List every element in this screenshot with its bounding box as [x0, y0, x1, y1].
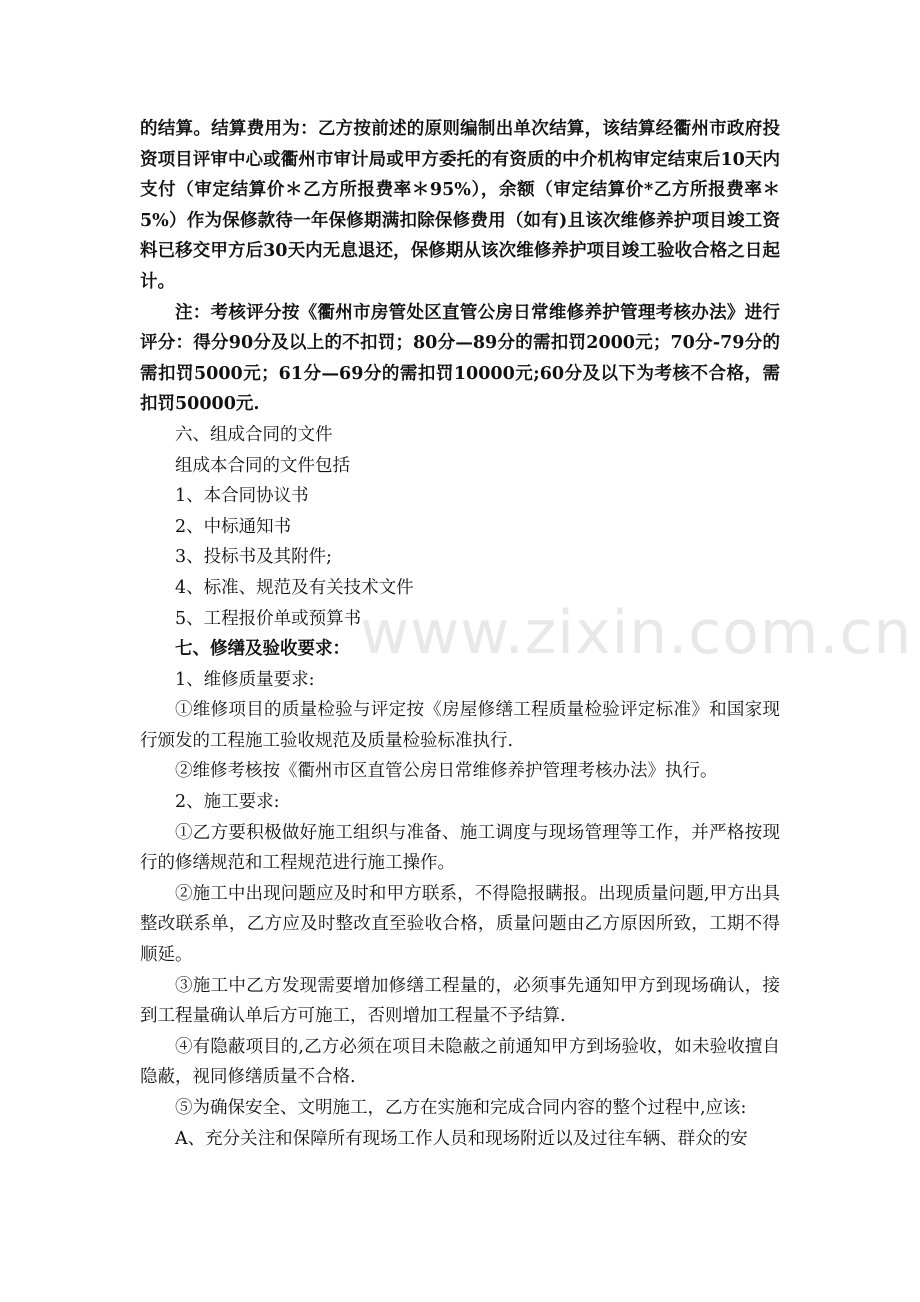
document-paragraph: 3、投标书及其附件; [175, 547, 333, 568]
document-paragraph: 2、中标通知书 [175, 516, 292, 537]
document-paragraph: 注：考核评分按《衢州市房管处区直管公房日常维修养护管理考核办法》进行评分：得分90分及以上的不扣罚；80分—89分的需扣罚2000元；70分-79分的需扣罚5000元；61分—69分的需扣罚10000元;60分及以下为考核不合格，需扣罚50000元. [140, 302, 780, 415]
document-paragraph: ④有隐蔽项目的,乙方必须在项目未隐蔽之前通知甲方到场验收，如未验收擅自隐蔽，视同修缮质量不合格. [140, 1036, 780, 1088]
document-paragraph: 1、本合同协议书 [175, 486, 309, 507]
document-paragraph: 六、组成合同的文件 [175, 424, 333, 445]
document-paragraph: ②施工中出现问题应及时和甲方联系，不得隐报瞒报。出现质量问题,甲方出具整改联系单，乙方应及时整改直至验收合格，质量问题由乙方原因所致，工期不得顺延。 [140, 883, 780, 966]
document-paragraph: 七、修缮及验收要求： [175, 639, 350, 660]
document-paragraph: 2、施工要求: [175, 792, 280, 813]
document-paragraph: ①维修项目的质量检验与评定按《房屋修缮工程质量检验评定标准》和国家现行颁发的工程施工验收规范及质量检验标准执行. [140, 700, 780, 751]
watermark-text: www.zixin.com.cn [360, 598, 913, 668]
document-paragraph: ⑤为确保安全、文明施工，乙方在实施和完成合同内容的整个过程中,应该: [175, 1098, 747, 1118]
document-paragraph: 4、标准、规范及有关技术文件 [175, 577, 414, 598]
document-paragraph: ①乙方要积极做好施工组织与准备、施工调度与现场管理等工作，并严格按现行的修缮规范和工程规范进行施工操作。 [140, 822, 780, 874]
document-paragraph: ②维修考核按《衢州市区直管公房日常维修养护管理考核办法》执行。 [175, 761, 718, 782]
document-paragraph: 1、维修质量要求: [175, 669, 315, 690]
document-paragraph: 组成本合同的文件包括 [175, 455, 350, 476]
document-paragraph: 的结算。结算费用为：乙方按前述的原则编制出单次结算，该结算经衢州市政府投资项目评审中心或衢州市审计局或甲方委托的有资质的中介机构审定结束后10天内支付（审定结算价＊乙方所报费率＊95%），余额（审定结算价*乙方所报费率＊5%）作为保修款待一年保修期满扣除保修费用（如有)且该次维修养护项目竣工资料已移交甲方后30天内无息退还，保修期从该次维修养护项目竣工验收合格之日起计。 [140, 119, 780, 292]
document-paragraph: ③施工中乙方发现需要增加修缮工程量的，必须事先通知甲方到现场确认，接到工程量确认单后方可施工，否则增加工程量不予结算. [140, 975, 780, 1027]
document-paragraph: A、充分关注和保障所有现场工作人员和现场附近以及过往车辆、群众的安 [175, 1128, 748, 1149]
document-body [140, 114, 780, 1154]
document-paragraph: 5、工程报价单或预算书 [175, 608, 362, 629]
